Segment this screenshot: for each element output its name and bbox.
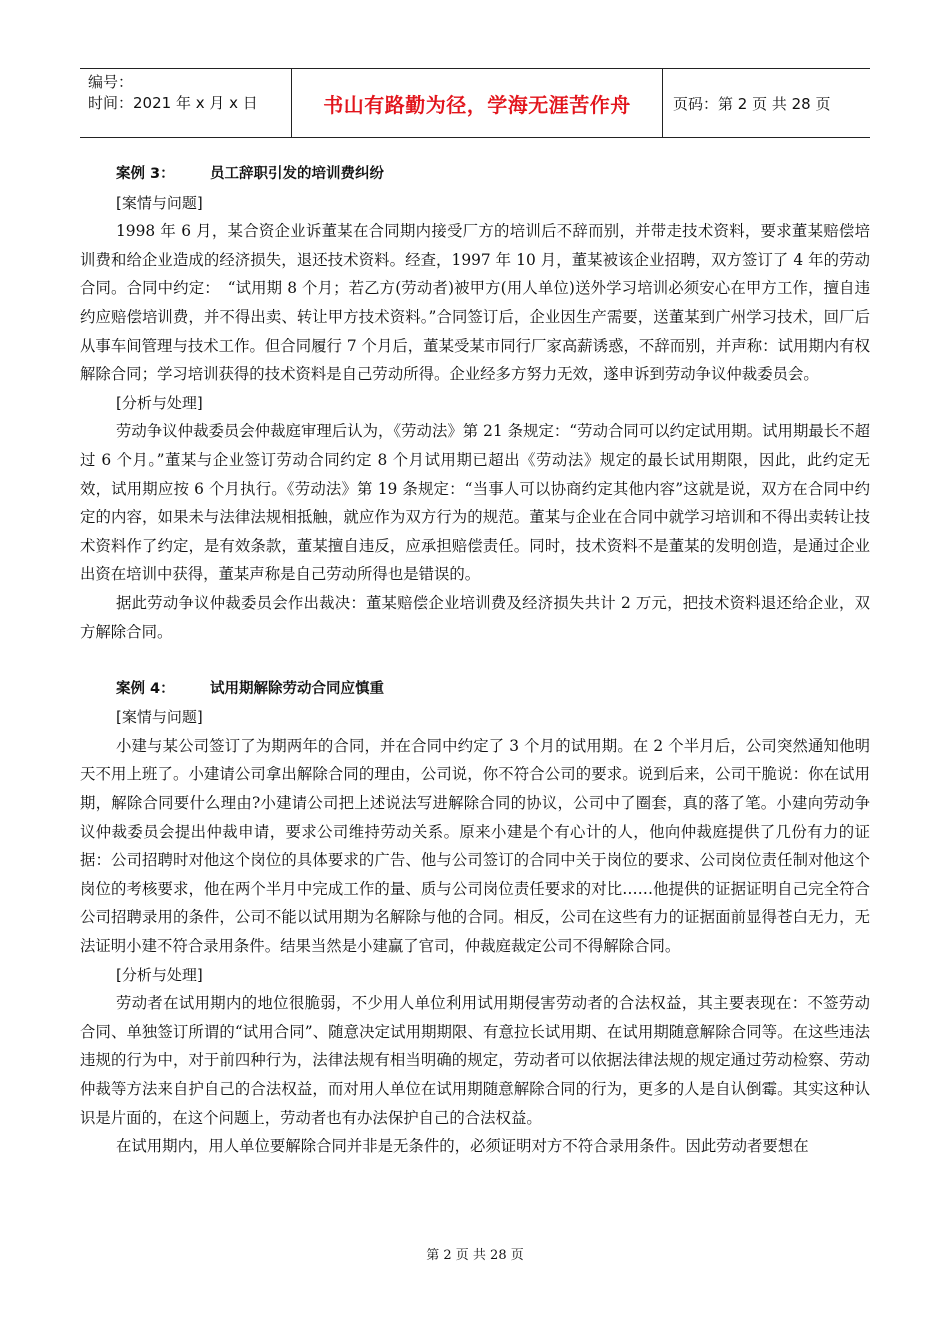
header-left-cell bbox=[80, 69, 292, 137]
case3-ruling-paragraph: 据此劳动争议仲裁委员会作出裁决：董某赔偿企业培训费及经济损失共计 2 万元，把技术资料退还给企业，双方解除合同。 bbox=[80, 593, 870, 641]
case4-number: 案例 4： bbox=[116, 680, 175, 697]
case3-analysis-paragraph: 劳动争议仲裁委员会仲裁庭审理后认为，《劳动法》第 21 条规定：“劳动合同可以约定试用期。试用期最长不超过 6 个月。”董某与企业签订劳动合同约定 8 个月试用期已超出《劳动法》规定的最长试用期限，因此，此约定无效，试用期应按 6 个月执行。《劳动法》第 19 条规定：“当事人可以协商约定其他内容”这就是说，双方在合同中约定的内容，如果未与法律法规相抵触，就应作为双方行为的规范。董某与企业在合同中就学习培训和不得出卖转让技术资料作了约定，是有效条款，董某擅自违反，应承担赔偿责任。同时，技术资料不是董某的发明创造，是通过企业出资在培训中获得，董某声称是自己劳动所得也是错误的。 bbox=[80, 422, 870, 584]
header-motto: 书山有路勤为径，学海无涯苦作舟 bbox=[292, 69, 663, 137]
page-footer: 第 2 页 共 28 页 bbox=[426, 1248, 524, 1263]
document-body bbox=[80, 160, 870, 1161]
case4-analysis-heading: [分析与处理] bbox=[116, 965, 203, 984]
case4-analysis-paragraph: 劳动者在试用期内的地位很脆弱，不少用人单位利用试用期侵害劳动者的合法权益，其主要表现在：不签劳动合同、单独签订所谓的“试用合同”、随意决定试用期期限、有意拉长试用期、在试用期随意解除合同等。在这些违法违规的行为中，对于前四种行为，法律法规有相当明确的规定，劳动者可以依据法律法规的规定通过劳动检察、劳动仲裁等方法来自护自己的合法权益，而对用人单位在试用期随意解除合同的行为，更多的人是自认倒霉。其实这种认识是片面的，在这个问题上，劳动者也有办法保护自己的合法权益。 bbox=[80, 994, 870, 1127]
case4-last-paragraph: 在试用期内，用人单位要解除合同并非是无条件的，必须证明对方不符合录用条件。因此劳动者要想在 bbox=[116, 1137, 809, 1156]
case4-title-text: 试用期解除劳动合同应慎重 bbox=[210, 680, 384, 697]
header-table bbox=[80, 68, 870, 138]
document-time-label: 时间：2021 年 x 月 x 日 bbox=[88, 94, 258, 112]
case3-number: 案例 3： bbox=[116, 166, 175, 182]
case3-facts-heading: [案情与问题] bbox=[116, 193, 203, 212]
case4-title bbox=[80, 675, 870, 704]
case3-analysis-heading: [分析与处理] bbox=[116, 393, 203, 412]
section-gap bbox=[80, 646, 870, 675]
case3-title bbox=[80, 160, 870, 189]
case4-facts-heading: [案情与问题] bbox=[116, 708, 203, 727]
case4-facts-paragraph: 小建与某公司签订了为期两年的合同，并在合同中约定了 3 个月的试用期。在 2 个半月后，公司突然通知他明天不用上班了。小建请公司拿出解除合同的理由，公司说，你不符合公司的要求。说到后来，公司干脆说：你在试用期，解除合同要什么理由?小建请公司把上述说法写进解除合同的协议，公司中了圈套，真的落了笔。小建向劳动争议仲裁委员会提出仲裁申请，要求公司维持劳动关系。原来小建是个有心计的人，他向仲裁庭提供了几份有力的证据：公司招聘时对他这个岗位的具体要求的广告、他与公司签订的合同中关于岗位的要求、公司岗位责任制对他这个岗位的考核要求，他在两个半月中完成工作的量、质与公司岗位责任要求的对比……他提供的证据证明自己完全符合公司招聘录用的条件，公司不能以试用期为名解除与他的合同。相反，公司在这些有力的证据面前显得苍白无力，无法证明小建不符合录用条件。结果当然是小建赢了官司，仲裁庭裁定公司不得解除合同。 bbox=[80, 736, 870, 956]
case3-title-text: 员工辞职引发的培训费纠纷 bbox=[210, 166, 384, 182]
case3-facts-paragraph: 1998 年 6 月，某合资企业诉董某在合同期内接受厂方的培训后不辞而别，并带走技术资料，要求董某赔偿培训费和给企业造成的经济损失，退还技术资料。经查，1997 年 10 月，董某被该企业招聘，双方签订了 4 年的劳动合同。合同中约定： “试用期 8 个月；若乙方(劳动者)被甲方(用人单位)送外学习培训必须安心在甲方工作，擅自违约应赔偿培训费，并不得出卖、转让甲方技术资料。”合同签订后，企业因生产需要，送董某到广州学习技术，回厂后从事车间管理与技术工作。但合同履行 7 个月后，董某受某市同行厂家高薪诱惑，不辞而别，并声称：试用期内有权解除合同；学习培训获得的技术资料是自己劳动所得。企业经多方努力无效，遂申诉到劳动争议仲裁委员会。 bbox=[80, 222, 870, 384]
header-page-info: 页码：第 2 页 共 28 页 bbox=[673, 94, 831, 113]
document-number-label: 编号： bbox=[88, 73, 134, 91]
